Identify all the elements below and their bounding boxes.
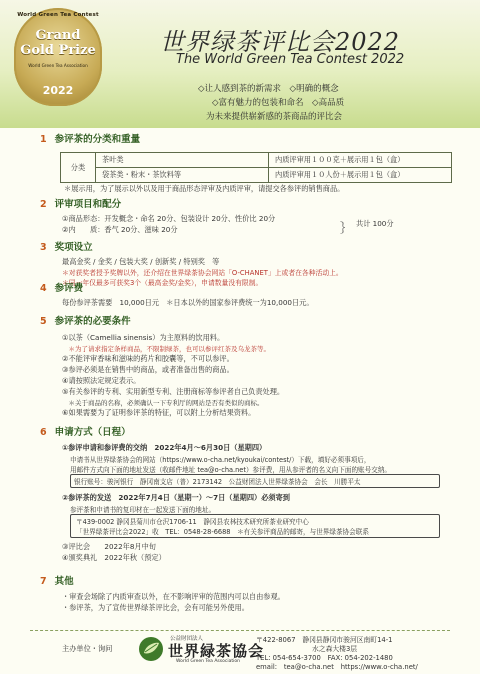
condition-item: ＊关于商品的名称，必须确认一下专利厅的网站是否有类似的商标。: [62, 399, 264, 407]
other-line-1: ・审查会场除了内质审查以外，在不影响评审的范围内可以自由参观。: [62, 592, 285, 601]
email-web[interactable]: email: tea@o-cha.net https://www.o-cha.net/: [256, 663, 418, 671]
org-name: 世界緑茶協会: [168, 642, 265, 660]
table-row: [61, 168, 452, 183]
section-2-heading: [40, 199, 121, 210]
condition-item: ③参评必须是在销售中的商品，或者准备出售的商品。: [62, 365, 234, 374]
award-list: 最高金奖 / 金奖 / 包装大奖 / 创新奖 / 特别奖 等: [62, 257, 220, 266]
feature-line-1: ◇让人感到茶的新需求 ◇明确的概念: [198, 84, 339, 94]
step-3: ③评比会 2022年8月中旬: [62, 542, 156, 551]
score-total: 共计 100分: [356, 219, 394, 228]
section-4-title: 参评费: [54, 283, 84, 294]
condition-item: ①以茶（Camellia sinensis）为主原料的饮用料。: [62, 333, 225, 342]
section-2-number: 2: [40, 199, 47, 210]
seal-line2: Gold Prize: [20, 43, 96, 58]
table-row: [61, 153, 452, 168]
category-amount-cell: 内质评审用１０人份＋展示用１包（盒）: [269, 168, 452, 183]
section-7-number: 7: [40, 576, 47, 587]
seal-line1: Grand: [35, 28, 81, 43]
association-logo: [138, 632, 268, 666]
seal-org: World Green Tea Association: [28, 63, 88, 68]
address-line-1: 〒422-8067 静冈县静冈市骏河区南町14-1: [256, 636, 393, 644]
condition-item: ＊为了请求指定条样商品，不限制绿茶，也可以参评红茶及乌龙茶等。: [62, 345, 270, 353]
feature-line-2: ◇富有魅力的包装和命名 ◇高品质: [212, 98, 345, 108]
step-2-detail: 参评茶和申请书的复印材在一起发送下面的地址。: [70, 506, 216, 514]
condition-item: ②不能评审香味和滋味的药片和胶囊等，不可以参评。: [62, 354, 234, 363]
tea-leaf-icon: [138, 636, 164, 662]
section-1-title: 参评茶的分类和重量: [54, 134, 141, 145]
category-table: [60, 152, 452, 183]
section-3-title: 奖项设立: [54, 242, 93, 253]
section-1-note: ＊展示用，为了展示以外以及用于商品形态评审及内质评审，请提交各参评的销售商品。: [64, 184, 345, 193]
section-6-heading: [40, 427, 131, 438]
address-line-2: 水之森大楼3层: [312, 645, 358, 653]
section-7-heading: [40, 576, 74, 587]
section-3-number: 3: [40, 242, 47, 253]
condition-item: ④请按照法定规定表示。: [62, 376, 141, 385]
step-4: ④颁奖典礼 2022年秋（预定）: [62, 553, 166, 562]
score-line-1: ①商品形态：开发概念・命名 20分、包装设计 20分、性价比 20分: [62, 214, 276, 223]
section-6-title: 申请方式（日程）: [54, 427, 131, 438]
page-title-en: The World Green Tea Contest 2022: [176, 52, 405, 67]
section-5-number: 5: [40, 316, 47, 327]
seal-year: 2022: [42, 84, 74, 97]
section-5-title: 参评茶的必要条件: [54, 316, 131, 327]
page-title-jp: 世界绿茶评比会2022: [160, 28, 401, 56]
category-kind-cell: 茶叶类: [96, 153, 269, 168]
section-2-title: 评审项目和配分: [54, 199, 122, 210]
section-7-title: 其他: [54, 576, 74, 587]
score-brace: ｝: [340, 221, 353, 235]
shipping-address-2: 「世界绿茶评比会2022」收 TEL：0548-28-6688 ＊有关参评商品的邮寄，与世界绿茶协会联系: [76, 528, 369, 536]
step-1-detail-b: 用邮件方式向下面的地址发送（收邮件地址 tea@o-cha.net）参评费，用从参评者的名义向下面的账号交纳。: [70, 466, 392, 474]
condition-item: ⑥如果需要为了证明参评茶的特征，可以附上分析结果资料。: [62, 408, 256, 417]
category-kind-cell: 袋茶类・粉末・茶饮料等: [96, 168, 269, 183]
section-6-number: 6: [40, 427, 47, 438]
org-name-en: World Green Tea Association: [176, 659, 240, 664]
shipping-address-1: 〒439-0002 静冈县菊川市仓沢1706-11 静冈县农林技术研究所茶业研究中心: [76, 518, 309, 526]
step-1: ①参评申请和参评费的交纳 2022年4月～6月30日（星期四）: [62, 443, 267, 452]
award-note-1: ＊对获奖者授予奖牌以外，还介绍在世界绿茶协会网站「O-CHANET」上或者在各种活动上。: [62, 269, 343, 277]
other-line-2: ・参评茶，为了宣传世界绿茶评比会，会有可能另外使用。: [62, 603, 249, 612]
section-1-heading: [40, 134, 140, 145]
fee-line: 每份参评茶需要 10,000日元 ＊日本以外的国家参评费统一为10,000日元。: [62, 298, 314, 307]
condition-item: ⑤有关参评的专利、实用新型专利、注册商标等参评者自己负责处理。: [62, 387, 285, 396]
seal-arc-text: World Green Tea Contest: [17, 12, 99, 18]
sponsor-label: 主办单位・询问: [62, 644, 113, 653]
section-5-heading: [40, 316, 131, 327]
section-1-number: 1: [40, 134, 47, 145]
score-line-2: ②内 质：香气 20分、滋味 20分: [62, 225, 178, 234]
section-3-heading: [40, 242, 93, 253]
section-4-number: 4: [40, 283, 47, 294]
bank-account: 银行账号：骏河银行 静冈南支店（普）2173142 公益财团法人世界绿茶协会 会长 川勝平太: [74, 478, 361, 486]
award-note-2: ＊同一年仅最多可获奖3个（最高金奖/金奖），申请数量没有限制。: [62, 279, 263, 287]
phone-fax: TEL: 054-654-3700 FAX: 054-202-1480: [256, 654, 393, 662]
grand-gold-prize-seal: [14, 8, 102, 106]
category-group-cell: 分类: [61, 153, 96, 183]
org-small-label: 公益財団法人: [170, 636, 204, 642]
step-1-detail-a: 申请书从世界绿茶协会的网站（https://www.o-cha.net/kyoukai/contest/）下载，填好必须事项后，: [70, 456, 371, 464]
footer-divider: [30, 630, 450, 631]
section-4-heading: [40, 283, 83, 294]
category-amount-cell: 内质评审用１００克＋展示用１包（盒）: [269, 153, 452, 168]
feature-line-3: 为未来提供崭新感的茶商品的评比会: [206, 112, 343, 122]
step-2: ②参评茶的发送 2022年7月4日（星期一）～7日（星期四）必须寄到: [62, 493, 290, 502]
